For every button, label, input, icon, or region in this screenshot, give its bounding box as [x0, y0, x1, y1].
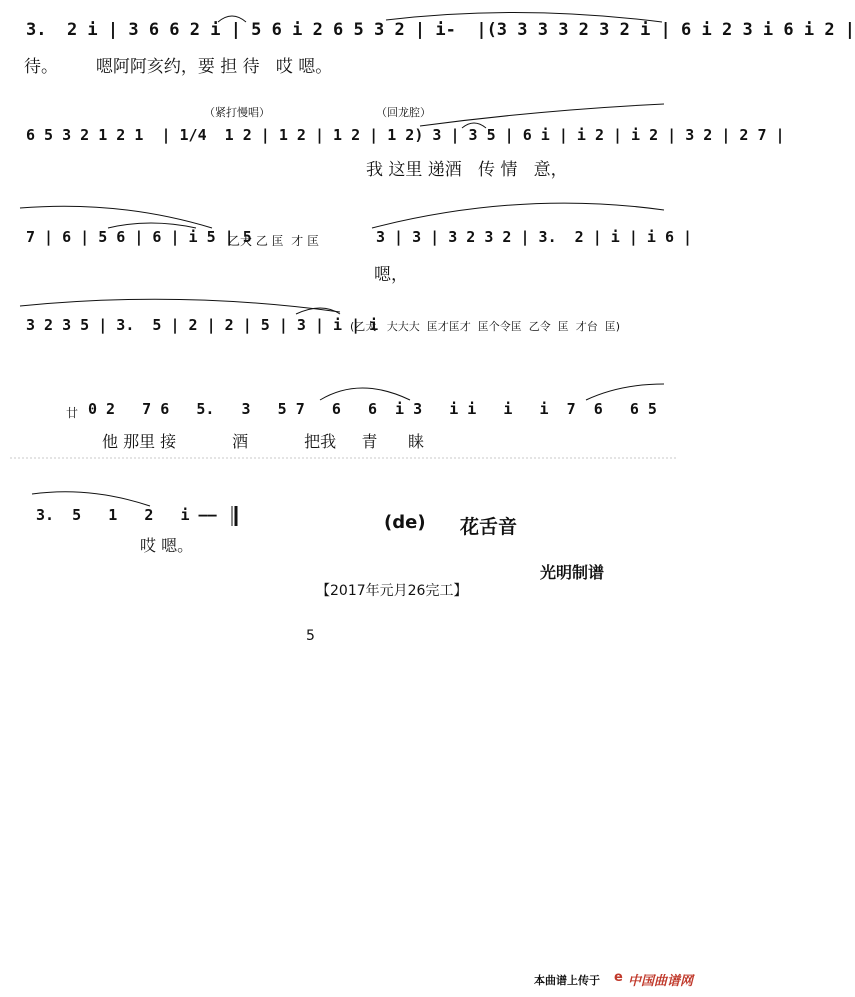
annotation-huilong-qiang: （回龙腔） [376, 106, 431, 119]
row3-lyrics: 嗯， [374, 265, 408, 285]
row5-lyrics: 他 那里 接 酒 把我 青 睐 [102, 432, 425, 451]
row3-notes-2: 3 | 3 | 3 2 3 2 | 3. 2 | i | i 6 | [376, 228, 693, 246]
upload-note: 本曲谱上传于 [534, 974, 600, 987]
site-logo-icon: e [614, 970, 623, 985]
page-number: 5 [306, 628, 315, 644]
row5-marker: 廿 [66, 406, 79, 420]
row3-notes: 7 | 6 | 5 6 | 6 | i 5 | 5 [26, 228, 252, 246]
row4-percussion: (乙大 大大大 匡才匡才 匡个令匡 乙令 匡 才台 匡) [350, 320, 621, 333]
site-name: 中国曲谱网 [628, 974, 694, 989]
title-de: (de) [384, 512, 426, 533]
completion-date: 【2017年元月26完工】 [316, 583, 468, 599]
row1-notes: 3. 2 i | 3 6 6 2 i | 5 6 i 2 6 5 3 2 | i- |(3 3 3 3 2 3 2 i | 6 i 2 3 i 6 i 2 | [26, 20, 855, 40]
row2-notes: 6 5 3 2 1 2 1 | 1/4 1 2 | 1 2 | 1 2 | 1 2) 3 | 3 5 | 6 i | i 2 | i 2 | 3 2 | 2 7 | [26, 126, 785, 144]
row5-notes: 0 2 7 6 5. 3 5 7 6 6 i 3 i i i i 7 6 6 5 [88, 400, 657, 418]
credit: 光明制谱 [540, 563, 605, 582]
subtitle-huashe-yin: 花舌音 [460, 516, 518, 538]
row3-percussion: 乙大 乙 匡 才 匡 [228, 234, 320, 248]
row6-notes: 3. 5 1 2 i —— [36, 506, 217, 524]
annotation-jinda-manchang: （紧打慢唱） [204, 106, 270, 119]
row1-lyrics: 待。 嗯阿阿亥约，要 担 待 哎 嗯。 [24, 57, 333, 77]
row6-lyrics: 哎 嗯。 [140, 536, 194, 555]
row2-lyrics: 我 这里 递酒 传 情 意， [366, 160, 568, 180]
row4-notes: 3 2 3 5 | 3. 5 | 2 | 2 | 5 | 3 | i | i [26, 316, 379, 334]
